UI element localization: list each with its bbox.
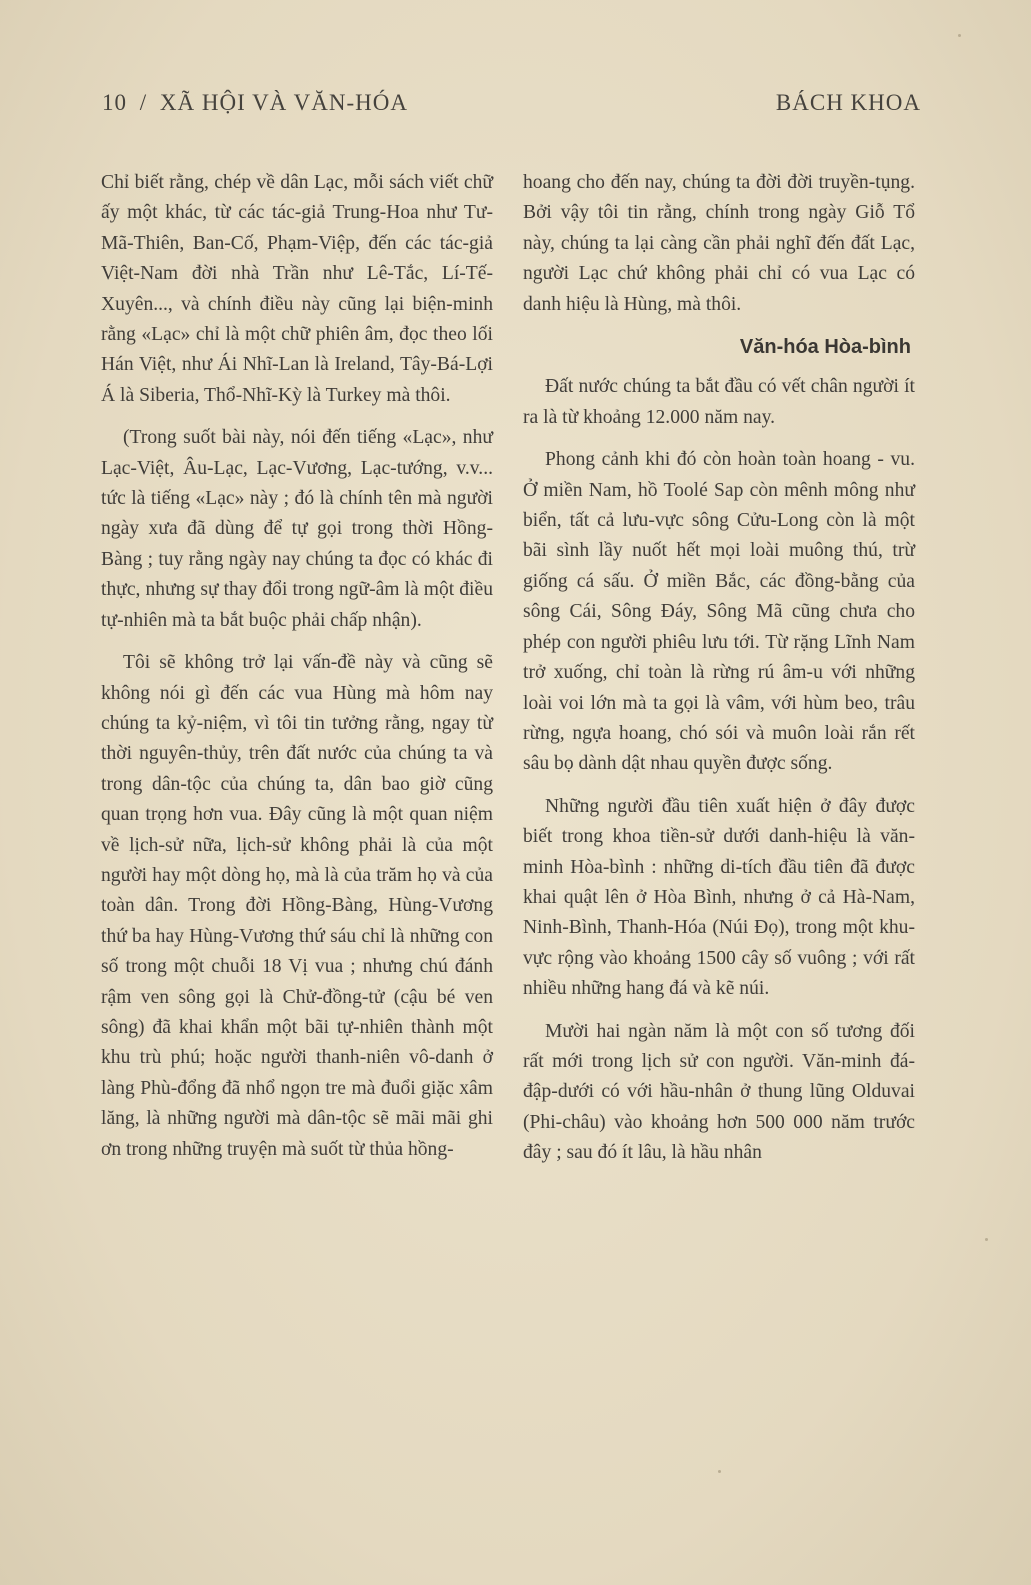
paragraph: Mười hai ngàn năm là một con số tương đối rất mới trong lịch sử con người. Văn-minh đá-đập-dưới có với hầu-nhân ở thung lũng Olduvai (Phi-châu) vào khoảng hơn 500 000 năm trước đây ; sau đó ít lâu, là hầu nhân [523, 1020, 915, 1164]
paragraph: Những người đầu tiên xuất hiện ở đây được biết trong khoa tiền-sử dưới danh-hiệu là văn-minh Hòa-bình : những di-tích đầu tiên đã được khai quật lên ở Hòa Bình, nhưng ở cả Hà-Nam, Ninh-Bình, Thanh-Hóa (Núi Đọ), trong một khu-vực rộng vào khoảng 1500 cây số vuông ; với rất nhiều những hang đá và kẽ núi. [523, 795, 915, 1000]
section-subheading: Văn-hóa Hòa-bình [739, 336, 911, 359]
paper-speck [718, 1470, 721, 1473]
magazine-title: BÁCH KHOA [775, 90, 921, 115]
right-column [523, 168, 915, 1181]
paragraph: (Trong suốt bài này, nói đến tiếng «Lạc», như Lạc-Việt, Âu-Lạc, Lạc-Vương, Lạc-tướng, v.v... tức là tiếng «Lạc» này ; đó là chính tên mà người ngày xưa đã dùng để tự gọi trong thời Hồng-Bàng ; tuy rằng ngày nay chúng ta đọc có khác đi thực, nhưng sự thay đổi trong ngữ-âm là một điều tự-nhiên mà ta bắt buộc phải chấp nhận). [101, 427, 493, 631]
paragraph: Phong cảnh khi đó còn hoàn toàn hoang - vu. Ở miền Nam, hồ Toolé Sap còn mênh mông như biển, tất cả lưu-vực sông Cửu-Long còn là một bãi sình lầy nuốt hết mọi loài muông thú, trừ giống cá sấu. Ở miền Bắc, các đồng-bằng của sông Cái, Sông Đáy, Sông Mã cũng chưa cho phép con người phiêu lưu tới. Từ rặng Lĩnh Nam trở xuống, chỉ toàn là rừng rú âm-u với những loài voi lớn mà ta gọi là vâm, với hùm beo, trâu rừng, ngựa hoang, chó sói và muôn loài rắn rết sâu bọ dành dật nhau quyền được sống. [523, 449, 915, 775]
paragraph: Chỉ biết rằng, chép về dân Lạc, mỗi sách viết chữ ấy một khác, từ các tác-giả Trung-Hoa như Tư-Mã-Thiên, Ban-Cố, Phạm-Việp, đến các tác-giả Việt-Nam đời nhà Trần như Lê-Tắc, Lí-Tế-Xuyên..., và chính điều này cũng lại biện-minh rằng «Lạc» chỉ là một chữ phiên âm, đọc theo lối Hán Việt, như Ái Nhĩ-Lan là Ireland, Tây-Bá-Lợi Á là Siberia, Thổ-Nhĩ-Kỳ là Turkey mà thôi. [101, 172, 493, 406]
paper-speck [958, 34, 961, 37]
page-number: 10 [102, 90, 127, 115]
page-header [102, 90, 921, 124]
section-title: XÃ HỘI VÀ VĂN-HÓA [159, 90, 408, 115]
paragraph: Tôi sẽ không trở lại vấn-đề này và cũng sẽ không nói gì đến các vua Hùng mà hôm nay chúng ta kỷ-niệm, vì tôi tin tưởng rằng, ngay từ thời nguyên-thủy, trên đất nước của chúng ta và trong dân-tộc của chúng ta, dân bao giờ cũng quan trọng hơn vua. Đây cũng là một quan niệm về lịch-sử nữa, lịch-sử không phải là của một người hay một dòng họ, mà là của trăm họ và của toàn dân. Trong đời Hồng-Bàng, Hùng-Vương thứ ba hay Hùng-Vương thứ sáu chỉ là những con số trong một chuỗi 18 Vị vua ; nhưng chú đánh rậm ven sông gọi là Chử-đồng-tử (cậu bé ven sông) đã khai khẩn một bãi tự-nhiên thành một khu trù phú; hoặc người thanh-niên vô-danh ở làng Phù-đổng đã nhổ ngọn tre mà đuổi giặc xâm lăng, là những người mà dân-tộc sẽ mãi mãi ghi ơn trong những truyện mà suốt từ thủa hồng- [101, 652, 493, 1160]
header-separator: / [139, 90, 148, 115]
paper-speck [985, 1238, 988, 1241]
paragraph: Đất nước chúng ta bắt đầu có vết chân người ít ra là từ khoảng 12.000 năm nay. [523, 376, 915, 428]
header-left [102, 90, 414, 116]
paragraph-continuation: hoang cho đến nay, chúng ta đời đời truyền-tụng. Bởi vậy tôi tin rằng, chính trong ngày Giỗ Tổ này, chúng ta lại càng cần phải nghĩ đến đất Lạc, người Lạc chứ không phải chỉ có vua Lạc có danh hiệu là Hùng, mà thôi. [523, 172, 915, 315]
left-column [101, 168, 493, 1177]
